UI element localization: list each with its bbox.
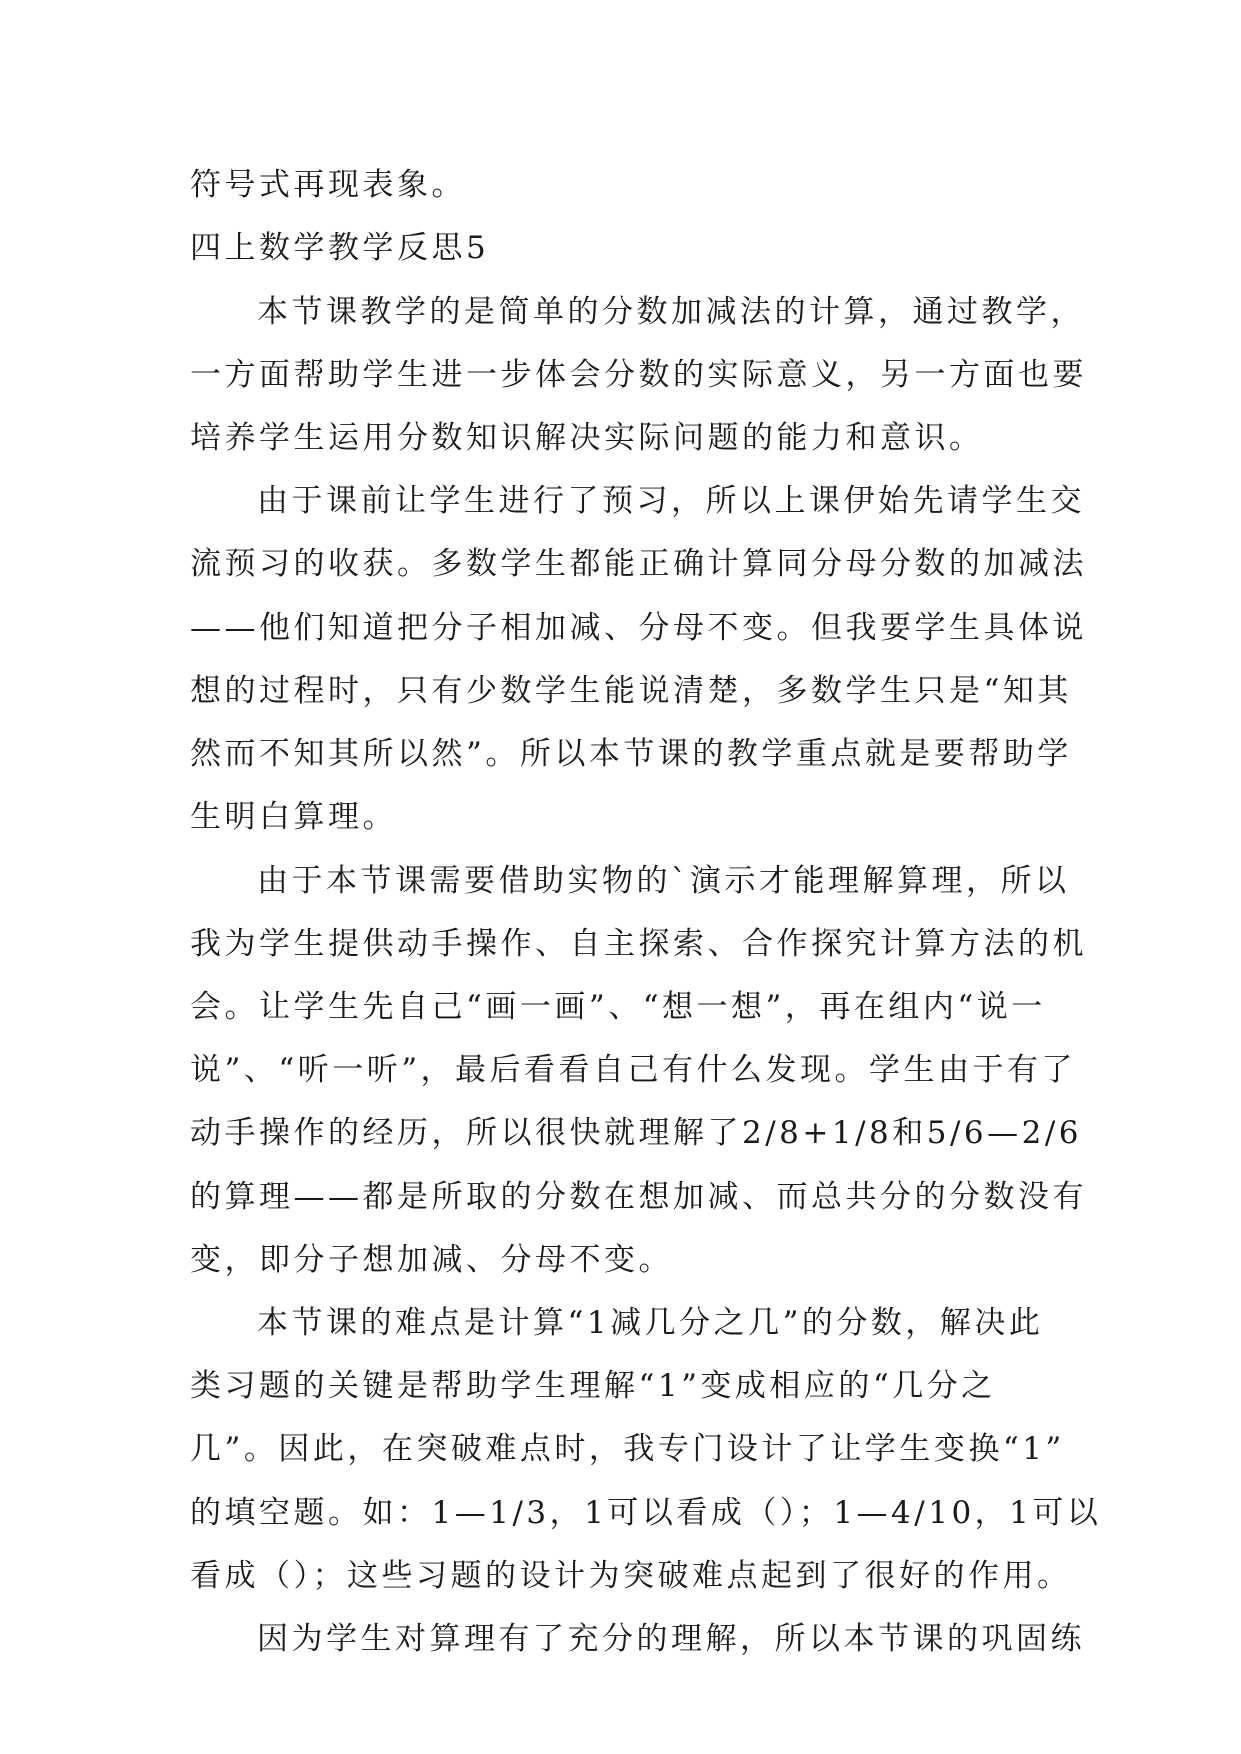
paragraph-line: 想的过程时，只有少数学生能说清楚，多数学生只是“知其: [190, 673, 1072, 709]
paragraph-line: 几”。因此，在突破难点时，我专门设计了让学生变换“1”: [190, 1431, 1065, 1467]
paragraph-line: 变，即分子想加减、分母不变。: [190, 1242, 673, 1278]
paragraph-line: 一方面帮助学生进一步体会分数的实际意义，另一方面也要: [190, 357, 1087, 393]
paragraph-line: 本节课教学的是简单的分数加减法的计算，通过教学，: [257, 294, 1085, 330]
paragraph-line: ——他们知道把分子相加减、分母不变。但我要学生具体说: [190, 610, 1087, 646]
section-heading: 四上数学教学反思5: [190, 230, 490, 266]
paragraph-line: 说”、“听一听”，最后看看自己有什么发现。学生由于有了: [190, 1052, 1077, 1088]
paragraph-line: 然而不知其所以然”。所以本节课的教学重点就是要帮助学: [190, 736, 1072, 772]
paragraph-line: 看成（）；这些习题的设计为突破难点起到了很好的作用。: [190, 1558, 1072, 1594]
paragraph-line: 因为学生对算理有了充分的理解，所以本节课的巩固练: [257, 1621, 1085, 1657]
paragraph-line: 我为学生提供动手操作、自主探索、合作探究计算方法的机: [190, 926, 1087, 962]
paragraph-line: 动手操作的经历，所以很快就理解了2/8+1/8和5/6—2/6: [190, 1115, 1083, 1151]
paragraph-line: 类习题的关键是帮助学生理解“1”变成相应的“几分之: [190, 1368, 996, 1404]
paragraph-line: 生明白算理。: [190, 799, 397, 835]
paragraph-line: 的算理——都是所取的分数在想加减、而总共分的分数没有: [190, 1179, 1087, 1215]
paragraph-line: 由于课前让学生进行了预习，所以上课伊始先请学生交: [257, 483, 1085, 519]
paragraph-line: 会。让学生先自己“画一画”、“想一想”，再在组内“说一: [190, 989, 1046, 1025]
paragraph-line: 流预习的收获。多数学生都能正确计算同分母分数的加减法: [190, 546, 1087, 582]
paragraph-line: 本节课的难点是计算“1减几分之几”的分数，解决此: [257, 1305, 1044, 1341]
paragraph-line: 的填空题。如：1—1/3，1可以看成（）；1—4/10，1可以: [190, 1495, 1102, 1531]
paragraph-line: 培养学生运用分数知识解决实际问题的能力和意识。: [190, 420, 984, 456]
text-line: 符号式再现表象。: [190, 167, 466, 203]
paragraph-line: 由于本节课需要借助实物的`演示才能理解算理，所以: [257, 863, 1070, 899]
